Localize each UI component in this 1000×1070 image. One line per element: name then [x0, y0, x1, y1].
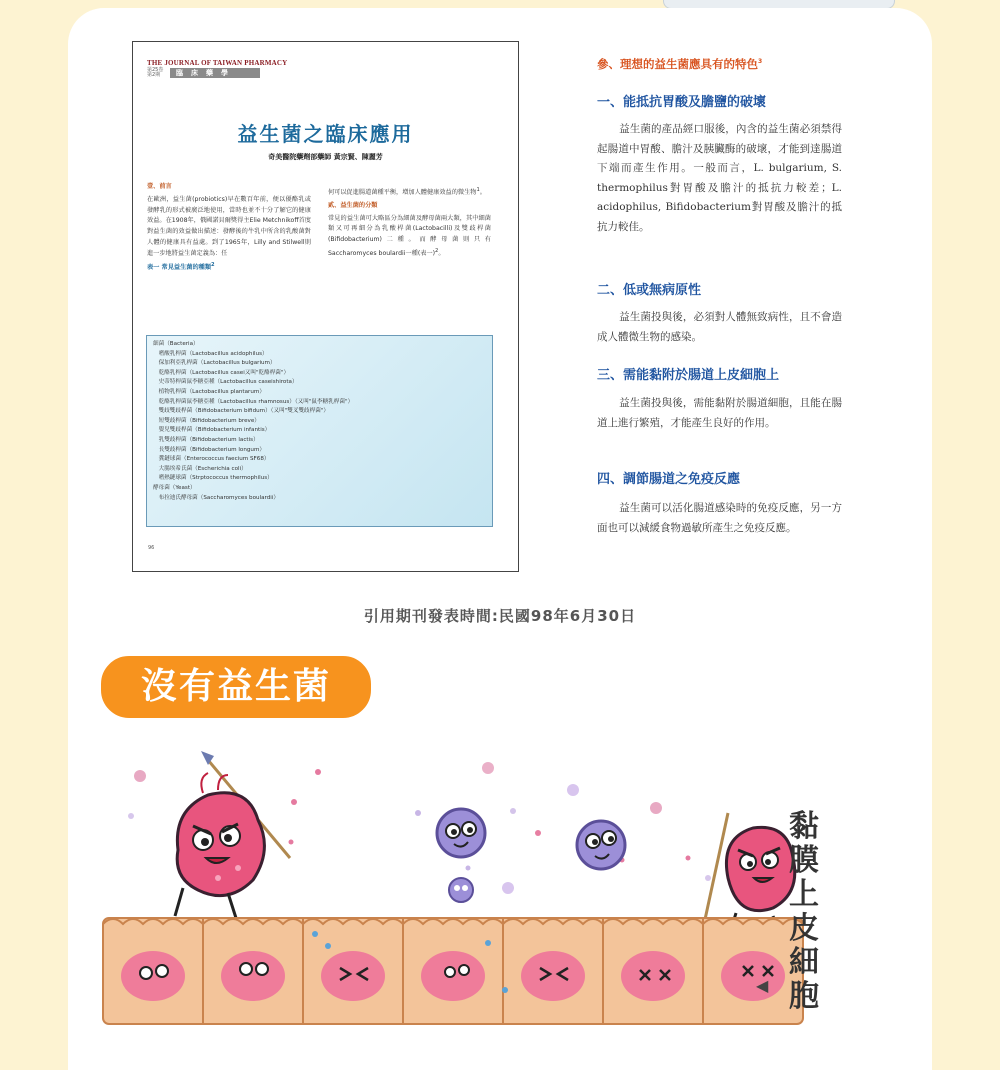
paragraph-4: 益生菌可以活化腸道感染時的免疫反應，另一方面也可以減緩食物過敏所產生之免疫反應。	[597, 502, 842, 534]
table-row: 布拉迪氏酵母菌（Saccharomyces boulardii）	[153, 494, 279, 501]
table-row: 植物乳桿菌（Lactobacillus plantarum）	[153, 388, 265, 395]
no-probiotics-badge: 沒有益生菌	[98, 653, 374, 721]
table-row: 酵母菌（Yeast）	[153, 484, 196, 491]
epithelial-cell-label: 黏膜上皮細胞	[789, 809, 819, 1014]
col2-text-a: 何可以促進腸道菌種平衡，增加人體健康效益的微生物	[328, 189, 477, 197]
heading-4: 四、調節腸道之免疫反應	[597, 472, 741, 487]
paragraph-1: 益生菌的產品經口服後，內含的益生菌必須禁得起腸道中胃酸、膽汁及胰臟酶的破壞，才能到達腸道下端而產生作用。一般而言，L. bulgarium, S. thermophilus對胃酸及膽汁的抵抗力較差；L. acidophilus, Bifidobacterium對胃酸及膽汁的抵抗力較佳。	[597, 123, 842, 233]
table-row: 嗜酸乳桿菌（Lactobacillus acidophilus）	[153, 350, 268, 357]
left-arrow-icon: ◀	[756, 976, 769, 995]
table-row: 長雙歧桿菌（Bifidobacterium longum）	[153, 446, 266, 453]
heading-3: 三、需能黏附於腸道上皮細胞上	[597, 368, 780, 383]
purple-germ-small	[449, 878, 473, 902]
table-row: 糞鏈球菌（Enterococcus faecium SF68）	[153, 456, 270, 463]
paragraph-2: 益生菌投與後，必須對人體無致病性，且不會造成人體微生物的感染。	[597, 311, 842, 343]
table-row: 史蒂特桿菌鼠李糖亞種（Lactobacillus caseishirota）	[153, 379, 298, 386]
pink-germ-left	[175, 751, 290, 918]
table-row: 乾酪乳桿菌鼠李糖亞種（Lactobacillus rhamnosus）（又叫"鼠李糖乳桿菌"）	[153, 398, 354, 405]
table-caption: 表一 常見益生菌的種類$^2$	[147, 261, 215, 271]
heading-1: 一、能抵抗胃酸及膽鹽的破壞	[597, 95, 767, 110]
table-row: 保加利亞乳桿菌（Lactobacillus bulgarium）	[153, 360, 276, 367]
table-row: 乳雙歧桿菌（Bifidobacterium lactis）	[153, 436, 259, 443]
epithelial-cells	[103, 918, 803, 1024]
intro-text: 在歐洲，益生菌(probiotics)早在數百年前，便以優酪乳或發酵乳的形式被廣泛地使用，當時也並不十分了解它的健康效益。在1908年，俄國諾貝爾獎得主Elie Metchnikoff首度對益生菌的效益做出描述：發酵後的牛乳中所含的乳酸菌對人體的健康具有益處。到了1965年，Lilly and Stilwell則進一步地將益生菌定義為：任	[147, 195, 311, 257]
table-row: 細菌（Bacteria）	[153, 341, 199, 347]
citation-date: 引用期刊發表時間:民國98年6月30日	[363, 607, 637, 625]
section-heading-classification: 貳、益生菌的分類	[328, 201, 378, 209]
volume-label: 第25卷 第2期	[147, 67, 164, 78]
table-row: 短雙歧桿菌（Bifidobacterium breve）	[153, 417, 260, 424]
heading-2: 二、低或無病原性	[597, 283, 702, 298]
table-row: 嗜熱鏈球菌（Strptococcus thermophilus）	[153, 475, 273, 482]
purple-germ-2	[577, 821, 625, 869]
section-heading-intro: 壹、前言	[147, 183, 172, 190]
article-column-1	[147, 180, 311, 273]
probiotics-table	[146, 335, 493, 527]
article-title: 益生菌之臨床應用	[237, 122, 414, 146]
col2-text-b: 常見的益生菌可大略區分為細菌及酵母菌兩大類，其中細菌類又可再細分為乳酸桿菌(Lactobacilli)及雙歧桿菌(Bifidobacterium)二種。而酵母菌則只有Saccharomyces boulardii一種(表一)	[328, 214, 491, 258]
paragraph-3: 益生菌投與後，需能黏附於腸道細胞，且能在腸道上進行繁殖，才能產生良好的作用。	[597, 397, 842, 429]
article-column-2: 何可以促進腸道菌種平衡，增加人體健康效益的微生物$^1$。 貳、益生菌的分類 常見的益生菌可大略區分為細菌及酵母菌兩大類，其中細菌類又可再細分為乳酸桿菌(Lactobacilli)及雙歧桿菌(Bifidobacterium)二種。而酵母菌則只有Saccharomyces boulardii一種(表一)$^2$。	[328, 187, 491, 258]
section-banner: 臨床藥學	[170, 68, 260, 78]
article-authors: 奇美醫院藥劑部藥師 黃宗賢、陳麗芳	[268, 153, 383, 161]
purple-germ-1	[437, 809, 485, 857]
main-heading: 參、理想的益生菌應具有的特色$^3$	[597, 57, 763, 71]
table-row: 嬰兒雙歧桿菌（Bifidobacterium infantis）	[153, 427, 271, 434]
table-row: 雙歧雙歧桿菌（Bifidobacterium bifidum）（又叫"雙叉雙歧桿菌"）	[153, 408, 330, 415]
page-number: 96	[148, 545, 155, 551]
table-row: 乾酪乳桿菌（Lactobacillus casei又叫"乾酪桿菌"）	[153, 369, 290, 376]
journal-article-image	[132, 41, 519, 572]
table-row: 大腸埃希氏菌（Escherichia coli）	[153, 465, 247, 472]
journal-name: THE JOURNAL OF TAIWAN PHARMACY	[147, 59, 288, 67]
